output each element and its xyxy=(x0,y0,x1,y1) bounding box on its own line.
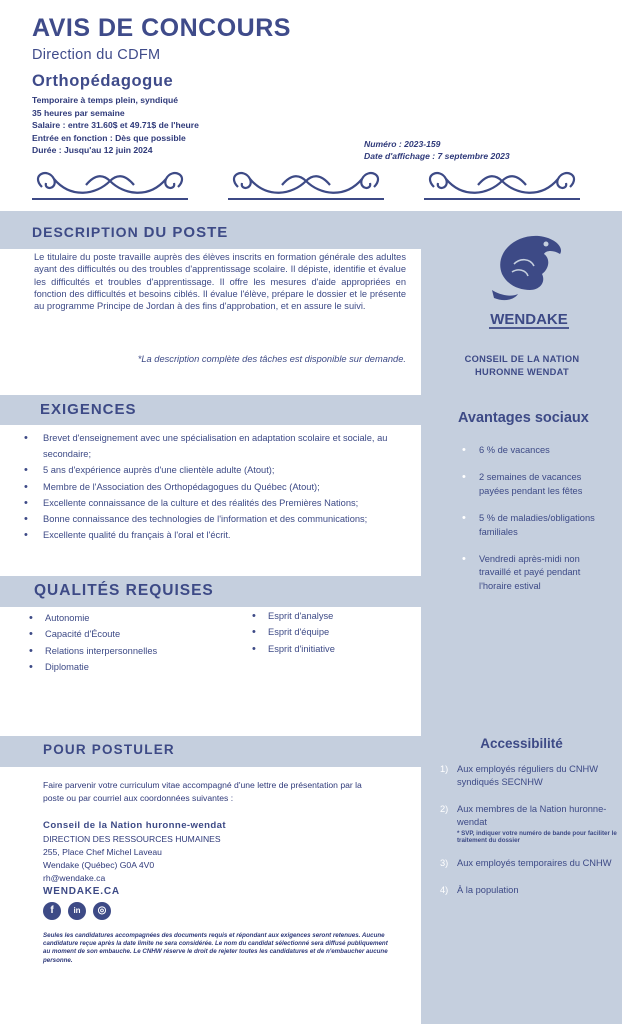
detail-duration: Durée : Jusqu'au 12 juin 2024 xyxy=(32,145,153,156)
ornament-center xyxy=(222,165,390,207)
list-item xyxy=(440,857,618,870)
postuler-intro: Faire parvenir votre curriculum vitae accompagné d'une lettre de présentation par la poste ou par courriel aux coordonnées suivantes : xyxy=(43,780,362,803)
address-department: DIRECTION DES RESSOURCES HUMAINES xyxy=(43,834,221,844)
posting-date: Date d'affichage : 7 septembre 2023 xyxy=(364,151,510,162)
list-item: • 2 semaines de vacances payées pendant les fêtes xyxy=(462,471,612,498)
list-item: • 5 ans d'expérience auprès d'une clientèle adulte (Atout); xyxy=(24,462,416,478)
qualites-title: QUALITÉS REQUISES xyxy=(34,582,214,599)
list-item: • Bonne connaissance des technologies de l'information et des communications; xyxy=(24,511,416,527)
list-note: * SVP, indiquer votre numéro de bande pour faciliter le traitement du dossier xyxy=(457,829,617,845)
postuler-title: POUR POSTULER xyxy=(43,742,175,757)
job-title: Orthopédagogue xyxy=(32,72,174,90)
ornament-left xyxy=(26,165,194,207)
detail-salary: Salaire : entre 31.60$ et 49.71$ de l'heure xyxy=(32,120,199,131)
exigences-title: EXIGENCES xyxy=(40,401,137,418)
linkedin-icon[interactable]: in xyxy=(68,902,86,920)
list-item: • Vendredi après-midi non travaillé et payé pendant l'horaire estival xyxy=(462,553,612,593)
council-line-1: CONSEIL DE LA NATION xyxy=(464,354,580,364)
list-item xyxy=(440,884,618,897)
posting-number: Numéro : 2023-159 xyxy=(364,139,441,149)
description-title-a: DESCRIPTION xyxy=(32,224,139,240)
list-item xyxy=(440,763,618,790)
address-city: Wendake (Québec) G0A 4V0 xyxy=(43,860,155,870)
detail-start: Entrée en fonction : Dès que possible xyxy=(32,132,186,143)
list-item: • Relations interpersonnelles xyxy=(29,643,157,659)
list-text: Aux membres de la Nation huronne-wendat xyxy=(457,803,607,828)
list-number: 4) xyxy=(440,884,449,895)
exigences-list xyxy=(24,430,416,543)
wendake-logo xyxy=(484,224,574,334)
list-text: Aux employés réguliers du CNHW syndiqués SECNHW xyxy=(457,764,599,788)
facebook-icon[interactable]: f xyxy=(43,902,61,920)
list-item: • Esprit d'initiative xyxy=(252,641,335,657)
job-details xyxy=(32,94,199,157)
address-street: 255, Place Chef Michel Laveau xyxy=(43,847,162,857)
list-item: • Membre de l'Association des Orthopédagogues du Québec (Atout); xyxy=(24,479,416,495)
accessibility-list xyxy=(440,763,618,910)
disclaimer: Seules les candidatures accompagnées des documents requis et répondant aux exigences seront retenues. Aucune candidature reçue après la date limite ne sera considérée. Le nom du candidat sélectionné sera diffusé publiquement au moment de son embauche. Le CNHW réserve le droit de rejeter toutes les candidatures et de n'embaucher aucune personne. xyxy=(43,932,388,964)
list-item: • Diplomatie xyxy=(29,659,157,675)
address-block xyxy=(43,833,221,885)
list-item xyxy=(440,803,618,845)
description-note: *La description complète des tâches est disponible sur demande. xyxy=(137,354,406,364)
description-title xyxy=(32,224,228,241)
logo-text: WENDAKE xyxy=(490,311,568,328)
list-item: • Excellente connaissance de la culture et des réalités des Premières Nations; xyxy=(24,495,416,511)
list-item: • Esprit d'équipe xyxy=(252,624,335,640)
list-number: 2) xyxy=(440,803,449,814)
advantages-list xyxy=(462,444,612,607)
email-link[interactable]: rh@wendake.ca xyxy=(43,873,106,883)
description-text: Le titulaire du poste travaille auprès des élèves inscrits en formation générale des adultes ayant des difficultés ou des troubles d'apprentissage scolaire. Il dépiste, identifie et évalue les difficultés et troubles d'apprentissage. Il offre les mesures d'aide appropriées en fonction des difficultés et besoins ciblés. Il évalue l'élève, prépare le dossier et le présente au programme Principe de Jordan à des fins d'approbation, et en assure le suivi. xyxy=(34,252,406,312)
council-name xyxy=(430,353,614,378)
description-title-b: DU POSTE xyxy=(143,224,229,241)
ornament-right xyxy=(418,165,586,207)
page-title: AVIS DE CONCOURS xyxy=(32,14,291,42)
page-subtitle: Direction du CDFM xyxy=(32,47,161,63)
detail-hours: 35 heures par semaine xyxy=(32,107,125,118)
website-link[interactable]: WENDAKE.CA xyxy=(43,886,120,897)
list-text: À la population xyxy=(457,884,519,895)
list-text: Aux employés temporaires du CNHW xyxy=(457,858,612,869)
list-item: • 5 % de maladies/obligations familiales xyxy=(462,512,612,539)
detail-status: Temporaire à temps plein, syndiqué xyxy=(32,95,178,105)
qualites-list-right xyxy=(252,608,335,657)
advantages-title: Avantages sociaux xyxy=(458,410,589,426)
list-item: • Capacité d'Écoute xyxy=(29,626,157,642)
qualites-list-left xyxy=(29,610,157,675)
list-item: • 6 % de vacances xyxy=(462,444,612,457)
list-item: • Brevet d'enseignement avec une spécialisation en adaptation scolaire et sociale, au secondaire; xyxy=(24,430,416,462)
accessibility-title: Accessibilité xyxy=(480,736,563,751)
council-line-2: HURONNE WENDAT xyxy=(475,366,569,377)
organization-name: Conseil de la Nation huronne-wendat xyxy=(43,820,226,831)
list-item: • Esprit d'analyse xyxy=(252,608,335,624)
instagram-icon[interactable]: ◎ xyxy=(93,902,111,920)
list-item: • Autonomie xyxy=(29,610,157,626)
list-number: 1) xyxy=(440,764,449,774)
reference-block xyxy=(364,138,510,163)
list-number: 3) xyxy=(440,858,449,869)
list-item: • Excellente qualité du français à l'oral et l'écrit. xyxy=(24,527,416,543)
